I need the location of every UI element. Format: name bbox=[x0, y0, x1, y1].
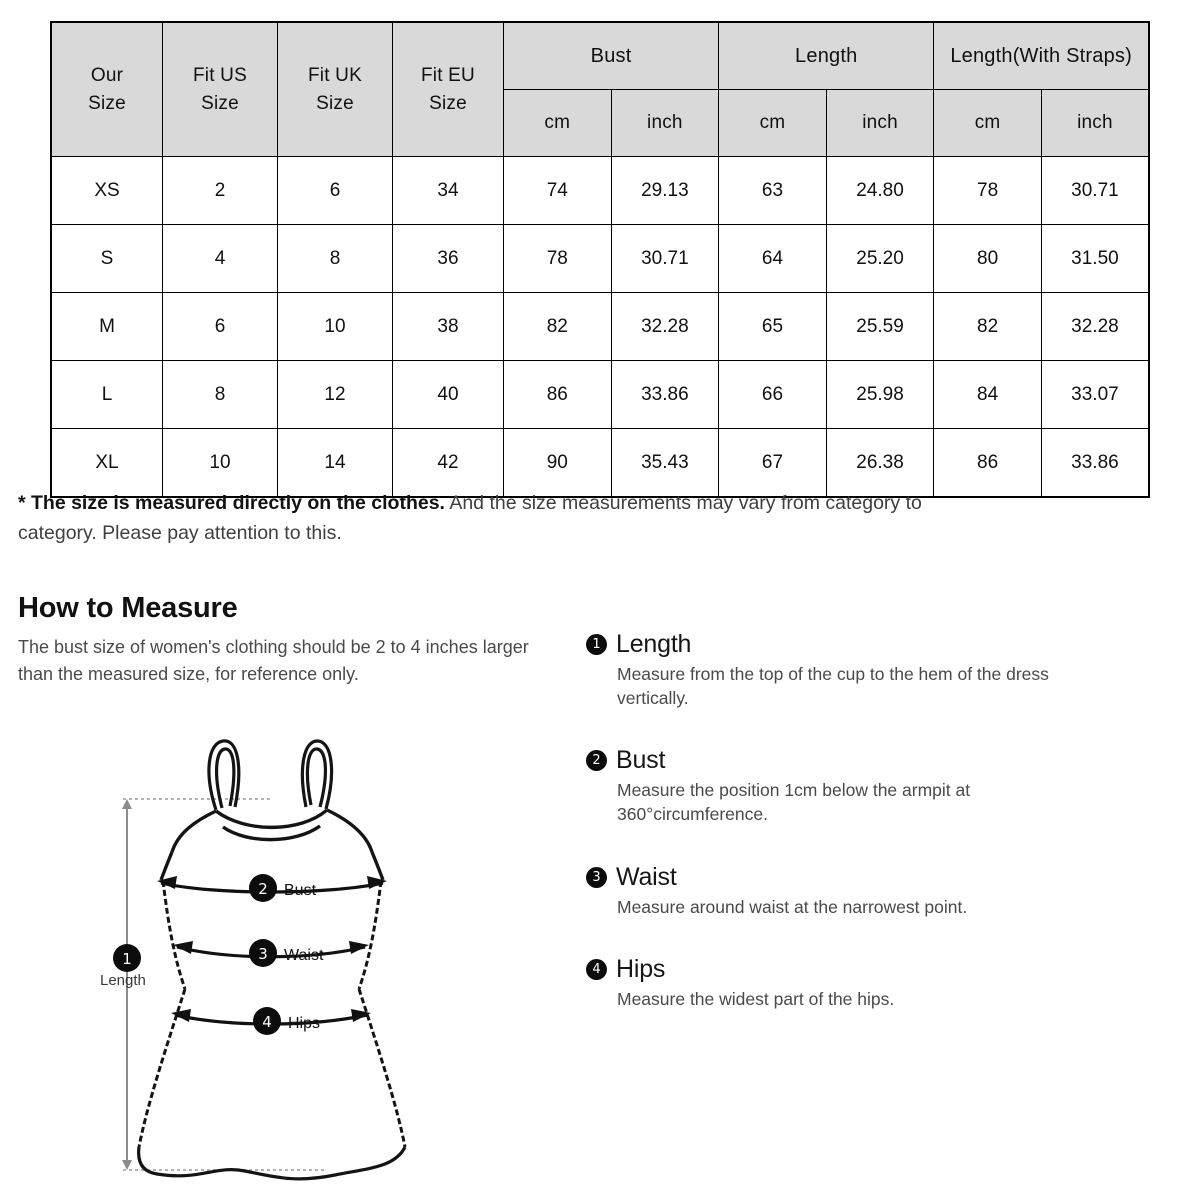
cell-length-inch: 24.80 bbox=[826, 157, 934, 225]
header-fit-us-line1: Fit US bbox=[193, 64, 247, 86]
length-marker-number: 1 bbox=[122, 950, 132, 968]
measurement-step-description: Measure the position 1cm below the armpit at 360°circumference. bbox=[617, 780, 971, 825]
cell-bust-inch: 35.43 bbox=[611, 429, 719, 498]
cell-our-size: L bbox=[51, 361, 163, 429]
measurement-step bbox=[586, 746, 1106, 826]
header-fit-uk-line1: Fit UK bbox=[308, 64, 362, 86]
hips-marker bbox=[253, 1007, 320, 1035]
cell-fit-uk: 14 bbox=[278, 429, 393, 498]
cell-our-size: S bbox=[51, 225, 163, 293]
table-row bbox=[51, 361, 1149, 429]
measurement-step-title: Bust bbox=[616, 746, 666, 775]
header-our-size bbox=[51, 22, 163, 157]
dress-hem bbox=[139, 1147, 405, 1179]
step-number-badge-icon: 1 bbox=[586, 634, 607, 655]
cell-fit-eu: 38 bbox=[393, 293, 504, 361]
measurement-step-title: Waist bbox=[616, 862, 677, 891]
measurement-step-title: Length bbox=[616, 630, 692, 658]
waist-marker-label: Waist bbox=[284, 947, 324, 964]
cell-length-cm: 66 bbox=[719, 361, 827, 429]
header-fit-eu-line1: Fit EU bbox=[421, 64, 475, 86]
cell-bust-cm: 90 bbox=[504, 429, 612, 498]
cell-bust-cm: 86 bbox=[504, 361, 612, 429]
dress-illustration-svg bbox=[95, 715, 495, 1190]
measurement-step-description: Measure the widest part of the hips. bbox=[617, 988, 895, 1009]
length-diagram-label: Length bbox=[100, 972, 146, 989]
measurement-step bbox=[586, 630, 1106, 710]
cell-length-inch: 25.59 bbox=[826, 293, 934, 361]
header-fit-eu-line2: Size bbox=[429, 92, 467, 114]
measurement-step-description: Measure around waist at the narrowest point. bbox=[617, 896, 968, 917]
dress-bodice bbox=[161, 810, 383, 880]
header-length-with-straps-group: Length(With Straps) bbox=[934, 22, 1149, 90]
cell-our-size: XL bbox=[51, 429, 163, 498]
cell-bust-inch: 29.13 bbox=[611, 157, 719, 225]
table-body bbox=[51, 157, 1149, 498]
header-fit-uk-line2: Size bbox=[316, 92, 354, 114]
how-to-measure-title: How to Measure bbox=[18, 592, 238, 624]
measurement-step-head bbox=[586, 863, 1106, 892]
cell-our-size: XS bbox=[51, 157, 163, 225]
measurement-steps-list bbox=[586, 630, 1106, 1047]
hips-marker-number: 4 bbox=[262, 1013, 272, 1031]
table-row bbox=[51, 293, 1149, 361]
cell-straps-cm: 78 bbox=[934, 157, 1042, 225]
step-number-badge-icon: 2 bbox=[586, 750, 607, 771]
cell-fit-us: 6 bbox=[163, 293, 278, 361]
measurement-note-rest: And the size measurements may vary from category to category. Please pay attention to this. bbox=[18, 492, 922, 545]
cell-straps-cm: 86 bbox=[934, 429, 1042, 498]
table-row bbox=[51, 225, 1149, 293]
header-straps-cm: cm bbox=[934, 90, 1042, 157]
cell-straps-inch: 30.71 bbox=[1041, 157, 1149, 225]
cell-fit-us: 10 bbox=[163, 429, 278, 498]
cell-length-cm: 65 bbox=[719, 293, 827, 361]
cell-fit-us: 4 bbox=[163, 225, 278, 293]
dress-diagram bbox=[95, 715, 495, 1190]
header-length-cm: cm bbox=[719, 90, 827, 157]
how-to-measure-subtitle: The bust size of women's clothing should be 2 to 4 inches larger than the measured size, for reference only. bbox=[18, 637, 529, 684]
header-bust-cm: cm bbox=[504, 90, 612, 157]
cell-bust-inch: 32.28 bbox=[611, 293, 719, 361]
cell-bust-inch: 30.71 bbox=[611, 225, 719, 293]
header-fit-us-line2: Size bbox=[201, 92, 239, 114]
cell-fit-eu: 36 bbox=[393, 225, 504, 293]
cell-straps-cm: 84 bbox=[934, 361, 1042, 429]
cell-length-inch: 25.98 bbox=[826, 361, 934, 429]
table-row bbox=[51, 157, 1149, 225]
cell-fit-uk: 12 bbox=[278, 361, 393, 429]
bust-marker bbox=[249, 874, 317, 902]
header-fit-uk-size bbox=[278, 22, 393, 157]
header-fit-us-size bbox=[163, 22, 278, 157]
header-bust-inch: inch bbox=[611, 90, 719, 157]
cell-straps-inch: 32.28 bbox=[1041, 293, 1149, 361]
cell-bust-cm: 78 bbox=[504, 225, 612, 293]
cell-straps-cm: 82 bbox=[934, 293, 1042, 361]
measurement-step bbox=[586, 863, 1106, 919]
measurement-step-head bbox=[586, 955, 1106, 984]
hips-marker-label: Hips bbox=[288, 1015, 321, 1032]
cell-straps-inch: 31.50 bbox=[1041, 225, 1149, 293]
header-straps-inch: inch bbox=[1041, 90, 1149, 157]
cell-length-cm: 63 bbox=[719, 157, 827, 225]
step-number-badge-icon: 4 bbox=[586, 959, 607, 980]
header-our-size-line2: Size bbox=[88, 92, 126, 114]
measurement-note-bold: * The size is measured directly on the clothes. bbox=[18, 492, 445, 514]
measurement-step-title: Hips bbox=[616, 954, 666, 983]
measurement-step bbox=[586, 955, 1106, 1011]
table-header-row-group bbox=[51, 22, 1149, 90]
step-number-badge-icon: 3 bbox=[586, 867, 607, 888]
table-header bbox=[51, 22, 1149, 157]
cell-fit-us: 2 bbox=[163, 157, 278, 225]
cell-straps-cm: 80 bbox=[934, 225, 1042, 293]
bust-marker-label: Bust bbox=[284, 882, 317, 899]
cell-straps-inch: 33.07 bbox=[1041, 361, 1149, 429]
cell-fit-uk: 10 bbox=[278, 293, 393, 361]
header-bust-group: Bust bbox=[504, 22, 719, 90]
header-fit-eu-size bbox=[393, 22, 504, 157]
cell-fit-eu: 40 bbox=[393, 361, 504, 429]
cell-length-cm: 64 bbox=[719, 225, 827, 293]
cell-length-inch: 25.20 bbox=[826, 225, 934, 293]
waist-marker bbox=[249, 939, 324, 967]
cell-fit-us: 8 bbox=[163, 361, 278, 429]
header-our-size-line1: Our bbox=[90, 64, 124, 86]
cell-fit-uk: 8 bbox=[278, 225, 393, 293]
cell-length-cm: 67 bbox=[719, 429, 827, 498]
waist-marker-number: 3 bbox=[258, 945, 268, 963]
header-length-group: Length bbox=[719, 22, 934, 90]
cell-length-inch: 26.38 bbox=[826, 429, 934, 498]
cell-our-size: M bbox=[51, 293, 163, 361]
measurement-step-description: Measure from the top of the cup to the hem of the dress vertically. bbox=[617, 664, 1049, 709]
header-length-inch: inch bbox=[826, 90, 934, 157]
length-marker bbox=[113, 944, 141, 972]
measurement-note bbox=[18, 488, 948, 548]
bust-marker-number: 2 bbox=[258, 880, 268, 898]
cell-fit-eu: 42 bbox=[393, 429, 504, 498]
measurement-step-head bbox=[586, 746, 1106, 775]
cell-bust-cm: 82 bbox=[504, 293, 612, 361]
size-chart-table-container bbox=[50, 21, 1150, 498]
measurement-step-head bbox=[586, 630, 1106, 659]
cell-fit-eu: 34 bbox=[393, 157, 504, 225]
table-row bbox=[51, 429, 1149, 498]
cell-straps-inch: 33.86 bbox=[1041, 429, 1149, 498]
cell-bust-inch: 33.86 bbox=[611, 361, 719, 429]
size-chart-table bbox=[50, 21, 1150, 498]
cell-bust-cm: 74 bbox=[504, 157, 612, 225]
cell-fit-uk: 6 bbox=[278, 157, 393, 225]
